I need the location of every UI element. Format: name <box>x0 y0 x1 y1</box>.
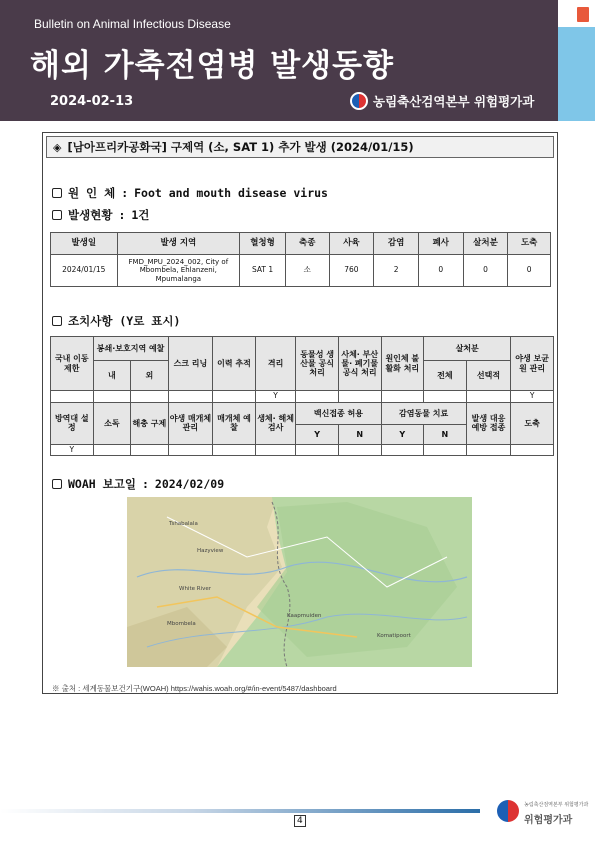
pathogen-label: 원 인 체 <box>68 186 116 200</box>
td-culled: 0 <box>463 255 508 287</box>
td-m5 <box>213 391 256 403</box>
th-slaughter: 도축 <box>508 233 551 255</box>
th-culling: 살처분 <box>424 337 511 361</box>
status-line: 발생현황 : 1건 <box>52 207 149 223</box>
td-m4 <box>168 391 213 403</box>
topic-text: [남아프리카공화국] 구제역 (소, SAT 1) 추가 발생 (2024/01/15) <box>67 140 414 154</box>
woah-label: WOAH 보고일 <box>68 477 136 491</box>
th-tracing: 이력 추적 <box>213 337 256 391</box>
th-zone-out: 외 <box>131 361 169 391</box>
woah-line: WOAH 보고일 : 2024/02/09 <box>52 476 224 492</box>
th-domestic-restriction: 국내 이동 제한 <box>51 337 94 391</box>
th-vacc-no: N <box>338 424 381 444</box>
th-wild-vector: 야생 매개체 관리 <box>168 402 213 444</box>
td-m10 <box>424 391 467 403</box>
checkbox-square-icon <box>52 210 62 220</box>
td-species: 소 <box>285 255 329 287</box>
th-vaccination: 백신접종 허용 <box>296 402 381 424</box>
diamond-icon: ◈ <box>53 140 62 154</box>
th-carcass: 사체· 부산물· 폐기물 공식 처리 <box>338 337 381 391</box>
td-dead: 0 <box>418 255 463 287</box>
th-culled: 살처분 <box>463 233 508 255</box>
source-note: ※ 출처 : 세계동물보건기구(WOAH) https://wahis.woah.org/#/in-event/5487/dashboard <box>52 684 337 693</box>
org-badge <box>350 92 534 110</box>
measures-line <box>52 313 180 329</box>
th-quarantine: 격리 <box>255 337 296 391</box>
td-n3 <box>131 444 169 456</box>
page-marker-icon <box>577 7 589 22</box>
status-label: 발생현황 <box>68 208 113 222</box>
checkbox-square-icon <box>52 188 62 198</box>
checkbox-square-icon <box>52 316 62 326</box>
th-products: 동물성 생산물 공식 처리 <box>296 337 339 391</box>
th-herd: 사육 <box>329 233 374 255</box>
td-m8 <box>338 391 381 403</box>
status-value: 1건 <box>131 208 150 222</box>
map-label-hazyview: Hazyview <box>197 548 224 554</box>
th-treat-yes: Y <box>381 424 424 444</box>
map-svg <box>127 497 472 667</box>
td-m6: Y <box>255 391 296 403</box>
td-n12 <box>511 444 554 456</box>
td-n1: Y <box>51 444 94 456</box>
measures-label: 조치사항 (Y로 표시) <box>68 314 181 328</box>
th-wildlife-reservoir: 야생 보균원 관리 <box>511 337 554 391</box>
td-slaughter: 0 <box>508 255 551 287</box>
td-m12: Y <box>511 391 554 403</box>
government-logo-icon <box>350 92 368 110</box>
th-region: 발생 지역 <box>117 233 240 255</box>
th-pest-control: 해충 구제 <box>131 402 169 444</box>
td-n2 <box>93 444 131 456</box>
footer-divider <box>0 809 480 813</box>
td-region: FMD_MPU_2024_002, City of Mbombela, Ehlanzeni, Mpumalanga <box>117 255 240 287</box>
td-n10 <box>424 444 467 456</box>
page-title: 해외 가축전염병 발생동향 <box>30 48 394 84</box>
checkbox-square-icon <box>52 479 62 489</box>
td-n5 <box>213 444 256 456</box>
td-m11 <box>466 391 511 403</box>
map-label-kaapmuiden: Kaapmuiden <box>287 613 322 619</box>
th-agent: 원인체 불활화 처리 <box>381 337 424 391</box>
td-m7 <box>296 391 339 403</box>
th-screening: 스크 리닝 <box>168 337 213 391</box>
th-serotype: 혈청형 <box>240 233 286 255</box>
th-disinfection: 소독 <box>93 402 131 444</box>
td-m2 <box>93 391 131 403</box>
th-vacc-yes: Y <box>296 424 339 444</box>
th-testing: 생체· 해체 검사 <box>255 402 296 444</box>
th-treat-no: N <box>424 424 467 444</box>
th-prevention: 발생 대응 예방 접종 <box>466 402 511 444</box>
org-name: 농림축산검역본부 위험평가과 <box>373 94 535 109</box>
footer-logo-icon <box>497 800 519 822</box>
td-infected: 2 <box>374 255 419 287</box>
td-n6 <box>255 444 296 456</box>
td-n9 <box>381 444 424 456</box>
map-label-mbombela: Mbombela <box>167 621 196 627</box>
page-number: 4 <box>294 815 306 827</box>
pathogen-value: Foot and mouth disease virus <box>134 186 328 200</box>
th-infected: 감염 <box>374 233 419 255</box>
topic-heading <box>46 136 554 158</box>
pathogen-line: 원 인 체 : Foot and mouth disease virus <box>52 185 328 201</box>
issue-date: 2024-02-13 <box>50 94 134 109</box>
map-label-tshabalala: Tshabalala <box>169 521 198 527</box>
th-slaughter2: 도축 <box>511 402 554 444</box>
td-m1 <box>51 391 94 403</box>
th-zoning: 방역대 설정 <box>51 402 94 444</box>
th-species: 축종 <box>285 233 329 255</box>
th-cull-selective: 선택적 <box>466 361 511 391</box>
th-treatment: 감염동물 치료 <box>381 402 466 424</box>
th-cull-all: 전체 <box>424 361 467 391</box>
th-zone-in: 내 <box>93 361 131 391</box>
measures-table <box>50 336 554 456</box>
woah-value: 2024/02/09 <box>154 477 225 491</box>
th-date: 발생일 <box>51 233 118 255</box>
td-date: 2024/01/15 <box>51 255 118 287</box>
bulletin-label: Bulletin on Animal Infectious Disease <box>34 17 231 31</box>
th-vector-surveillance: 매개체 예찰 <box>213 402 256 444</box>
outbreak-map <box>127 497 472 667</box>
td-m3 <box>131 391 169 403</box>
td-n11 <box>466 444 511 456</box>
th-dead: 폐사 <box>418 233 463 255</box>
td-n4 <box>168 444 213 456</box>
th-zone-surveillance: 봉쇄·보호지역 예찰 <box>93 337 168 361</box>
map-label-whiteriver: White River <box>179 586 211 592</box>
td-m9 <box>381 391 424 403</box>
td-serotype: SAT 1 <box>240 255 286 287</box>
footer-dept: 위험평가과 <box>524 815 573 826</box>
td-n7 <box>296 444 339 456</box>
outbreak-table <box>50 232 551 287</box>
td-herd: 760 <box>329 255 374 287</box>
map-label-komatipoort: Komatipoort <box>377 633 411 639</box>
td-n8 <box>338 444 381 456</box>
footer-org: 농림축산검역본부 위험평가과 <box>524 802 589 808</box>
